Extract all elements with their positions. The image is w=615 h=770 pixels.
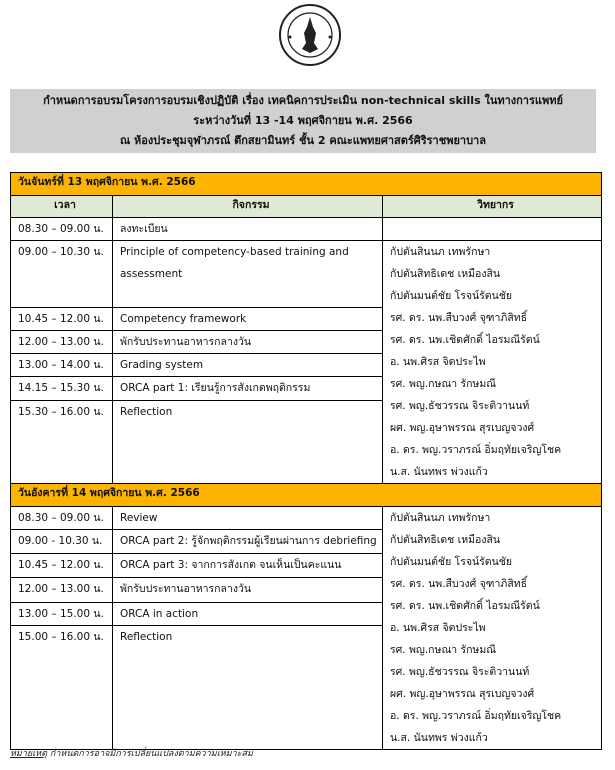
footnote (10, 746, 253, 760)
activity-cell: Reflection (113, 626, 383, 750)
activity-cell: Review (113, 507, 383, 530)
lecturer-name: กัปตันสิทธิเดช เหมืองสิน (390, 268, 501, 280)
lecturer-name: น.ส. นันทพร พ่วงแก้ว (390, 732, 488, 744)
activity-cell: ORCA in action (113, 602, 383, 625)
time-cell: 15.30 – 16.00 น. (11, 401, 113, 484)
column-header-lecturer: วิทยากร (383, 196, 602, 218)
lecturer-name: ผศ. พญ.อุษาพรรณ สุรเบญจวงศ์ (390, 422, 535, 434)
column-header-activity: กิจกรรม (113, 196, 383, 218)
activity-cell: พักรับประทานอาหารกลางวัน (113, 331, 383, 354)
activity-cell: Competency framework (113, 308, 383, 331)
lecturer-name: รศ. พญ.กษณา รักษมณี (390, 378, 497, 390)
day2-header-row (11, 484, 602, 507)
day2-title: วันอังคารที่ 14 พฤศจิกายน พ.ศ. 2566 (11, 484, 602, 507)
title-line-3: ณ ห้องประชุมจุฬาภรณ์ ตึกสยามินทร์ ชั้น 2 คณะแพทยศาสตร์ศิริราชพยาบาล (120, 134, 486, 147)
lecturer-name: กัปตันมนต์ชัย โรจน์รัตนชัย (390, 556, 513, 568)
time-cell: 14.15 – 15.30 น. (11, 377, 113, 401)
day1-header-row (11, 173, 602, 196)
lecturer-name: รศ. ดร. นพ.เชิดศักดิ์ ไอรมณีรัตน์ (390, 334, 540, 346)
lecturer-name: รศ. ดร. นพ.สืบวงศ์ จุฑาภิสิทธิ์ (390, 578, 528, 590)
title-banner (10, 89, 596, 153)
time-cell: 10.45 – 12.00 น. (11, 553, 113, 578)
lecturer-name: รศ. พญ.กษณา รักษมณี (390, 644, 497, 656)
table-row (11, 218, 602, 241)
day2-lecturers-cell (383, 507, 602, 750)
lecturer-name: กัปตันสินนภ เทพรักษา (390, 246, 491, 258)
lecturer-name: อ. ดร. พญ.วราภรณ์ อิ่มฤทัยเจริญโชค (390, 710, 562, 722)
day1-title: วันจันทร์ที่ 13 พฤศจิกายน พ.ศ. 2566 (11, 173, 602, 196)
column-header-time: เวลา (11, 196, 113, 218)
activity-cell: ORCA part 3: จากการสังเกต จนเห็นเป็นคะแนน (113, 553, 383, 578)
activity-cell: ลงทะเบียน (113, 218, 383, 241)
lecturer-name: ผศ. พญ.อุษาพรรณ สุรเบญจวงศ์ (390, 688, 535, 700)
lecturer-name: กัปตันสิทธิเดช เหมืองสิน (390, 534, 501, 546)
activity-cell: Principle of competency-based training and assessment (113, 241, 383, 308)
time-cell: 08.30 – 09.00 น. (11, 507, 113, 530)
time-cell: 13.00 – 15.00 น. (11, 602, 113, 625)
lecturer-name: รศ. พญ.ธัชวรรณ จิระติวานนท์ (390, 400, 530, 412)
lecturer-name: อ. ดร. พญ.วราภรณ์ อิ่มฤทัยเจริญโชค (390, 444, 562, 456)
title-line-1: กำหนดการอบรมโครงการอบรมเชิงปฏิบัติ เรื่อง เทคนิคการประเมิน non-technical skills ในทางการแพทย์ (43, 94, 563, 107)
time-cell: 09.00 - 10.30 น. (11, 530, 113, 553)
time-cell: 13.00 – 14.00 น. (11, 354, 113, 377)
lecturer-name: กัปตันมนต์ชัย โรจน์รัตนชัย (390, 290, 513, 302)
footnote-label: หมายเหตุ (10, 749, 48, 759)
time-cell: 09.00 – 10.30 น. (11, 241, 113, 308)
time-cell: 10.45 – 12.00 น. (11, 308, 113, 331)
mahidol-university-seal-icon (278, 3, 342, 67)
lecturer-name: รศ. ดร. นพ.เชิดศักดิ์ ไอรมณีรัตน์ (390, 600, 540, 612)
lecturer-name: อ. นพ.ศิรส จิตประไพ (390, 622, 486, 634)
column-header-row (11, 196, 602, 218)
time-cell: 12.00 – 13.00 น. (11, 578, 113, 603)
schedule-table (10, 172, 602, 750)
lecturer-name: น.ส. นันทพร พ่วงแก้ว (390, 466, 488, 478)
activity-cell: Reflection (113, 401, 383, 484)
activity-cell: ORCA part 1: เรียนรู้การสังเกตพฤติกรรม (113, 377, 383, 401)
time-cell: 08.30 – 09.00 น. (11, 218, 113, 241)
activity-cell: ORCA part 2: รู้จักพฤติกรรมผู้เรียนผ่านการ debriefing (113, 530, 383, 553)
table-row (11, 507, 602, 530)
footnote-text: กำหนดการอาจมีการเปลี่ยนแปลงตามความเหมาะสม (47, 749, 253, 759)
activity-cell: พักรับประทานอาหารกลางวัน (113, 578, 383, 603)
time-cell: 15.00 – 16.00 น. (11, 626, 113, 750)
table-row (11, 241, 602, 308)
lecturer-name: รศ. พญ.ธัชวรรณ จิระติวานนท์ (390, 666, 530, 678)
lecturer-cell-empty (383, 218, 602, 241)
lecturer-name: รศ. ดร. นพ.สืบวงศ์ จุฑาภิสิทธิ์ (390, 312, 528, 324)
title-line-2: ระหว่างวันที่ 13 -14 พฤศจิกายน พ.ศ. 2566 (193, 114, 413, 127)
lecturer-name: อ. นพ.ศิรส จิตประไพ (390, 356, 486, 368)
day1-lecturers-cell (383, 241, 602, 484)
time-cell: 12.00 – 13.00 น. (11, 331, 113, 354)
activity-cell: Grading system (113, 354, 383, 377)
lecturer-name: กัปตันสินนภ เทพรักษา (390, 512, 491, 524)
